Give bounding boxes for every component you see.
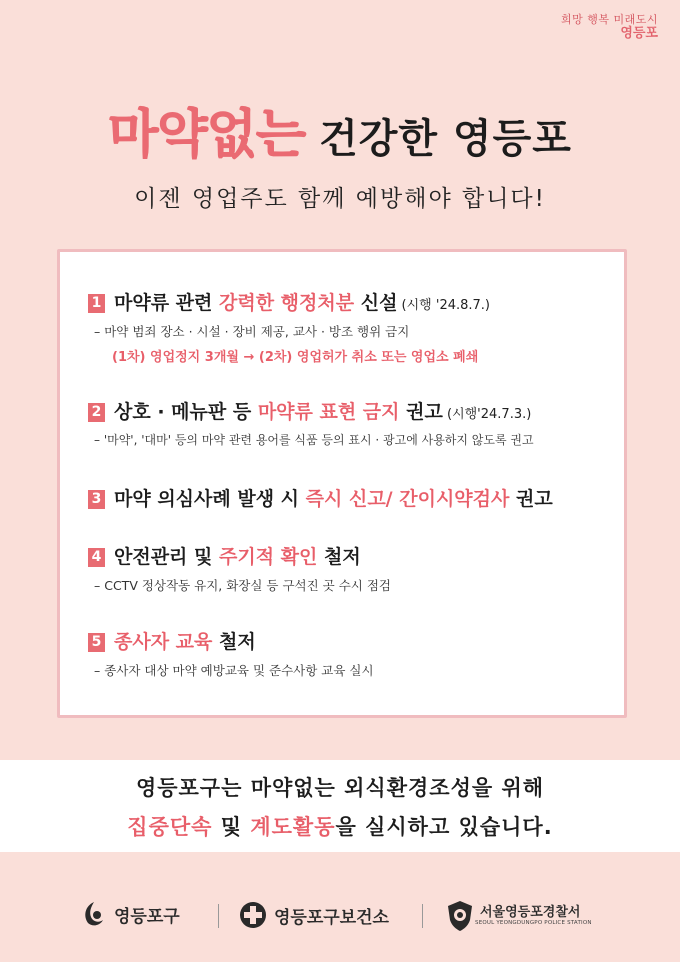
- district-emblem-icon: [80, 900, 108, 928]
- slogan-line2: 영등포: [620, 25, 658, 41]
- divider: [218, 904, 219, 928]
- item-text: 마약 의심사례 발생 시: [114, 488, 306, 510]
- title-rest: 건강한 영등포: [319, 116, 572, 162]
- bottom-message: [0, 760, 680, 852]
- police-logo: [445, 900, 592, 932]
- bottom-text-mid: 및: [212, 815, 251, 839]
- item-highlight: 마약류 표현 금지: [257, 401, 400, 423]
- slogan-line1: 희망 행복 미래도시: [560, 13, 658, 26]
- item-note: (시행'24.7.3.): [442, 407, 532, 422]
- health-cross-icon: [238, 900, 268, 930]
- city-slogan: [561, 14, 658, 42]
- item-text: 안전관리 및: [114, 546, 219, 568]
- bottom-line1: 영등포구는 마약없는 외식환경조성을 위해: [135, 776, 545, 800]
- item-number-badge: 2: [88, 403, 105, 422]
- divider: [422, 904, 423, 928]
- item-detail: – '마약', '대마' 등의 마약 관련 용어를 식품 등의 표시 · 광고에 사용하지 않도록 권고: [94, 433, 534, 447]
- item-detail: – 종사자 대상 마약 예방교육 및 준수사항 교육 실시: [94, 663, 374, 678]
- item-highlight: 종사자 교육: [114, 631, 213, 653]
- item-text-post: 권고: [399, 401, 443, 423]
- subtitle: 이젠 영업주도 함께 예방해야 합니다!: [134, 186, 546, 212]
- item-text-post: 권고: [509, 488, 553, 510]
- item-note: (시행 '24.8.7.): [397, 298, 491, 313]
- item-highlight: 주기적 확인: [219, 546, 318, 568]
- logo-label: 서울영등포경찰서: [480, 904, 581, 920]
- item-text-post: 철저: [317, 546, 361, 568]
- item-text-post: 철저: [212, 631, 256, 653]
- footer-logos: [0, 892, 680, 938]
- item-text: 마약류 관련: [114, 292, 219, 314]
- guideline-item-4: [88, 542, 391, 594]
- item-highlight: 강력한 행정처분: [219, 292, 355, 314]
- guidelines-box: [57, 249, 627, 718]
- health-center-logo: [238, 900, 389, 930]
- logo-sublabel: SEOUL YEONGDUNGPO POLICE STATION: [475, 920, 592, 927]
- item-number-badge: 1: [88, 294, 105, 313]
- title-highlight: 마약없는: [108, 105, 306, 165]
- bottom-text-post: 을 실시하고 있습니다.: [335, 815, 553, 839]
- page-title: [0, 92, 680, 167]
- guideline-item-2: [88, 397, 534, 448]
- logo-label: 영등포구: [114, 906, 180, 927]
- item-detail: – CCTV 정상작동 유지, 화장실 등 구석진 곳 수시 점검: [94, 578, 391, 593]
- item-detail: – 마약 범죄 장소 · 시설 · 장비 제공, 교사 · 방조 행위 금지: [94, 324, 410, 339]
- item-text: 상호 · 메뉴판 등: [114, 401, 258, 423]
- item-highlight: 즉시 신고/ 간이시약검사: [305, 488, 510, 510]
- guideline-item-5: [88, 627, 374, 679]
- item-detail-highlight: (1차) 영업정지 3개월 → (2차) 영업허가 취소 또는 영업소 폐쇄: [112, 350, 479, 365]
- district-logo: [80, 900, 180, 928]
- item-number-badge: 5: [88, 633, 105, 652]
- item-text-post: 신설: [354, 292, 398, 314]
- item-number-badge: 4: [88, 548, 105, 567]
- police-badge-icon: [445, 900, 475, 932]
- guideline-item-3: [88, 484, 553, 511]
- item-number-badge: 3: [88, 490, 105, 509]
- bottom-line2: [0, 811, 680, 841]
- logo-label: 영등포구보건소: [274, 907, 389, 928]
- bottom-highlight-2: 계도활동: [250, 815, 336, 839]
- bottom-highlight-1: 집중단속: [127, 815, 213, 839]
- guideline-item-1: [88, 288, 490, 365]
